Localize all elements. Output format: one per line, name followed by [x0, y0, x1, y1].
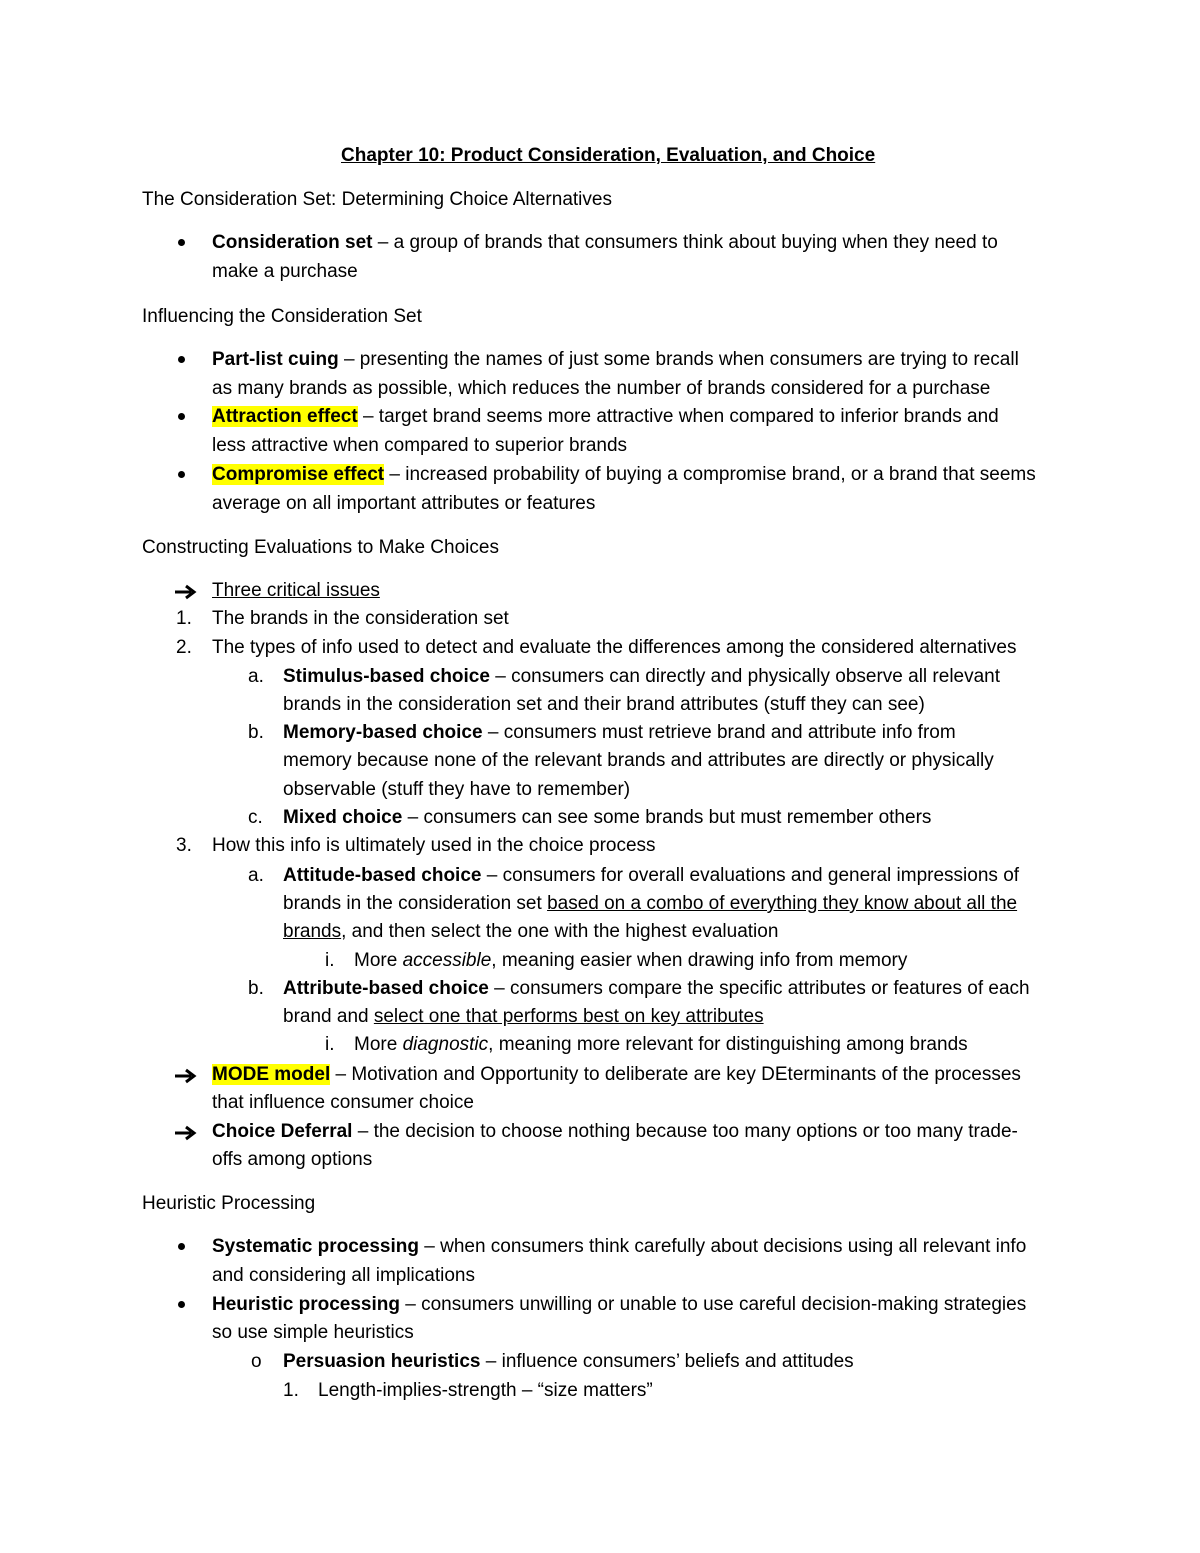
list-item-cont [283, 890, 1017, 918]
list-item-cont: observable (stuff they have to remember) [283, 779, 631, 800]
list-item-cont: make a purchase [212, 261, 358, 282]
list-letter: c. [248, 807, 263, 828]
list-item [212, 346, 1019, 374]
term: Persuasion heuristics [283, 1351, 481, 1372]
definition: – Motivation and Opportunity to deliberate are key DEterminants of the processes [330, 1064, 1021, 1085]
list-item [212, 1233, 1026, 1261]
page-title: Chapter 10: Product Consideration, Evaluation, and Choice [341, 145, 876, 166]
section-heading: Heuristic Processing [142, 1193, 316, 1214]
list-item-cont [283, 1003, 764, 1031]
term: Attribute-based choice [283, 978, 489, 999]
text: , and then select the one with the highest evaluation [341, 921, 779, 942]
list-item [212, 461, 1036, 489]
list-item [283, 804, 931, 832]
list-item: How this info is ultimately used in the choice process [212, 835, 656, 856]
list-item-cont: memory because none of the relevant brands and attributes are directly or physically [283, 750, 994, 771]
definition: – when consumers think carefully about decisions using all relevant info [418, 1236, 1027, 1257]
list-item-cont: average on all important attributes or features [212, 493, 596, 514]
bullet-dot-icon [178, 1301, 185, 1308]
section-heading: Constructing Evaluations to Make Choices [142, 537, 499, 558]
list-letter: b. [248, 722, 264, 743]
list-item [212, 1061, 1021, 1089]
list-item [212, 1291, 1026, 1319]
text: brand and [283, 1006, 374, 1027]
list-item [212, 229, 998, 257]
definition: – increased probability of buying a compromise brand, or a brand that seems [384, 464, 1036, 485]
list-letter: b. [248, 978, 264, 999]
list-item [283, 719, 956, 747]
right-arrow-icon [174, 1125, 200, 1141]
right-arrow-icon [174, 1068, 200, 1084]
list-item: The brands in the consideration set [212, 608, 509, 629]
definition: – consumers can see some brands but must remember others [402, 807, 932, 828]
list-item-cont: as many brands as possible, which reduces the number of brands considered for a purchase [212, 378, 991, 399]
list-item-cont [283, 918, 778, 946]
list-item-cont: offs among options [212, 1149, 373, 1170]
bullet-dot-icon [178, 356, 185, 363]
list-item-cont: that influence consumer choice [212, 1092, 474, 1113]
term: Mixed choice [283, 807, 403, 828]
list-number: 3. [176, 835, 192, 856]
list-item [212, 403, 999, 431]
list-item-cont: so use simple heuristics [212, 1322, 414, 1343]
list-item [354, 947, 907, 975]
list-letter: a. [248, 865, 264, 886]
definition: – consumers can directly and physically observe all relevant [489, 666, 1001, 687]
definition: – a group of brands that consumers think about buying when they need to [372, 232, 998, 253]
underlined-text: brands [283, 921, 342, 942]
list-roman: i. [325, 950, 335, 971]
bullet-dot-icon [178, 413, 185, 420]
text: More [354, 1034, 403, 1055]
list-item: The types of info used to detect and evaluate the differences among the considered alternatives [212, 637, 1017, 658]
text: , meaning easier when drawing info from memory [491, 950, 908, 971]
text: , meaning more relevant for distinguishing among brands [488, 1034, 968, 1055]
list-item [354, 1031, 968, 1059]
list-item-cont: less attractive when compared to superior brands [212, 435, 628, 456]
bullet-dot-icon [178, 471, 185, 478]
list-item: Length-implies-strength – “size matters” [318, 1380, 653, 1401]
term: Memory-based choice [283, 722, 483, 743]
text: More [354, 950, 403, 971]
definition: – consumers unwilling or unable to use careful decision-making strategies [399, 1294, 1027, 1315]
definition: – target brand seems more attractive when compared to inferior brands and [357, 406, 999, 427]
section-heading: The Consideration Set: Determining Choice Alternatives [142, 189, 612, 210]
definition: – presenting the names of just some brands when consumers are trying to recall [338, 349, 1019, 370]
emphasis: diagnostic [402, 1034, 489, 1055]
list-item [283, 862, 1019, 890]
list-circle-marker: o [251, 1351, 262, 1372]
text: brands in the consideration set [283, 893, 548, 914]
list-number: 1. [283, 1380, 299, 1401]
emphasis: accessible [402, 950, 492, 971]
term: Attitude-based choice [283, 865, 482, 886]
list-number: 1. [176, 608, 192, 629]
term: Systematic processing [212, 1236, 419, 1257]
term: Choice Deferral [212, 1121, 353, 1142]
definition: – influence consumers’ beliefs and attitudes [480, 1351, 854, 1372]
term: Part-list cuing [212, 349, 339, 370]
term-highlighted: Compromise effect [212, 464, 385, 485]
list-item-cont: and considering all implications [212, 1265, 475, 1286]
term-highlighted: Attraction effect [212, 406, 358, 427]
list-item [283, 975, 1030, 1003]
list-item [283, 663, 1000, 691]
definition: – the decision to choose nothing because too many options or too many trade- [352, 1121, 1018, 1142]
underlined-text: based on a combo of everything they know about all the [547, 893, 1018, 914]
underlined-text: select one that performs best on key attributes [373, 1006, 764, 1027]
list-number: 2. [176, 637, 192, 658]
definition: – consumers must retrieve brand and attribute info from [482, 722, 956, 743]
term: Consideration set [212, 232, 373, 253]
definition: – consumers compare the specific attributes or features of each [488, 978, 1030, 999]
list-letter: a. [248, 666, 264, 687]
right-arrow-icon [174, 584, 200, 600]
term: Stimulus-based choice [283, 666, 490, 687]
bullet-dot-icon [178, 239, 185, 246]
list-item [212, 1118, 1018, 1146]
list-item [283, 1348, 854, 1376]
term: Heuristic processing [212, 1294, 400, 1315]
definition: – consumers for overall evaluations and general impressions of [481, 865, 1020, 886]
term-highlighted: MODE model [212, 1064, 331, 1085]
subheading-underlined: Three critical issues [212, 580, 380, 601]
bullet-dot-icon [178, 1243, 185, 1250]
list-item-cont: brands in the consideration set and their brand attributes (stuff they can see) [283, 694, 925, 715]
section-heading: Influencing the Consideration Set [142, 306, 422, 327]
list-roman: i. [325, 1034, 335, 1055]
